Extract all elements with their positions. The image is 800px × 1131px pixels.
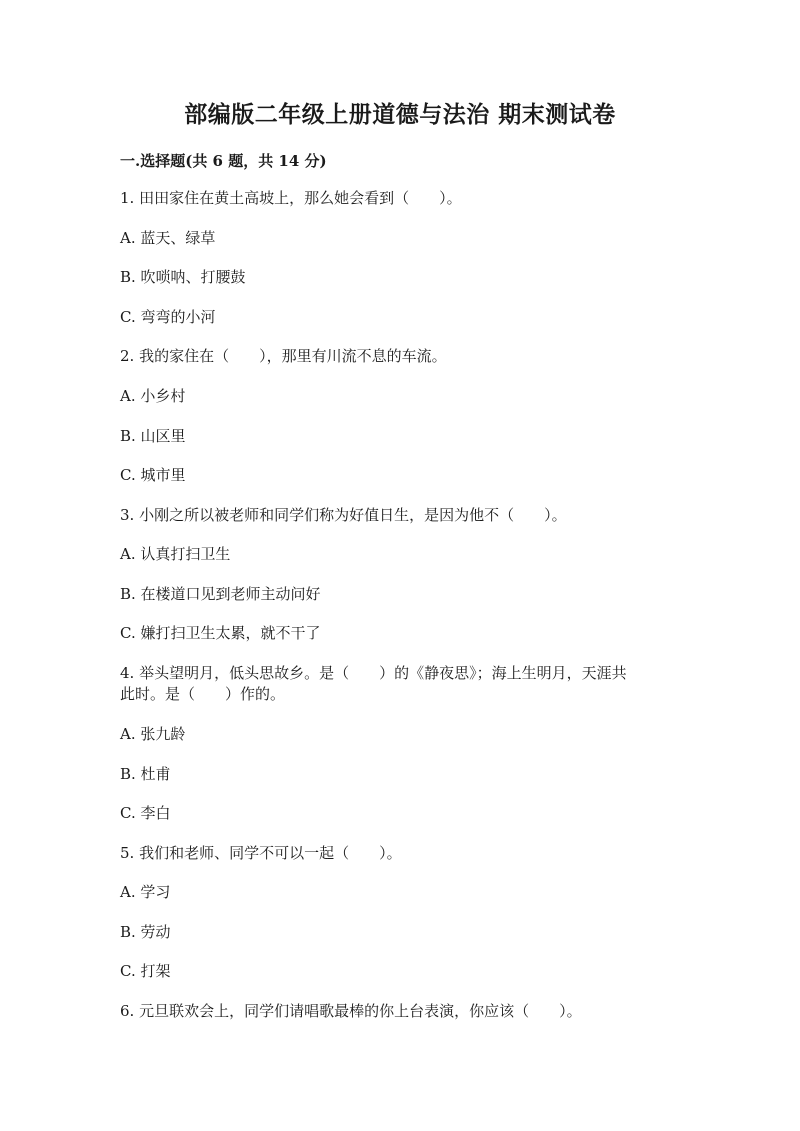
question-1-stem: 1. 田田家住在黄土高坡上，那么她会看到（ ）。	[120, 189, 462, 207]
question-2-stem: 2. 我的家住在（ ），那里有川流不息的车流。	[120, 347, 447, 365]
question-5-option-b: B. 劳动	[120, 923, 171, 941]
question-4-option-c: C. 李白	[120, 804, 171, 822]
question-5-stem: 5. 我们和老师、同学不可以一起（ ）。	[120, 844, 402, 862]
question-3-stem: 3. 小刚之所以被老师和同学们称为好值日生，是因为他不（ ）。	[120, 506, 567, 524]
question-1-option-c: C. 弯弯的小河	[120, 308, 216, 326]
question-2-option-b: B. 山区里	[120, 427, 186, 445]
question-4-option-b: B. 杜甫	[120, 765, 171, 783]
question-3-option-c: C. 嫌打扫卫生太累，就不干了	[120, 624, 321, 642]
question-5-option-a: A. 学习	[120, 883, 171, 901]
question-1-option-b: B. 吹唢呐、打腰鼓	[120, 268, 246, 286]
section-heading: 一.选择题(共 6 题，共 14 分)	[120, 152, 327, 170]
question-5-option-c: C. 打架	[120, 962, 171, 980]
question-4-stem-line-1: 4. 举头望明月，低头思故乡。是（ ）的《静夜思》；海上生明月，天涯共	[120, 664, 627, 682]
question-4-stem-line-2: 此时。是（ ）作的。	[120, 685, 286, 703]
question-2-option-c: C. 城市里	[120, 466, 186, 484]
question-6-stem: 6. 元旦联欢会上，同学们请唱歌最棒的你上台表演，你应该（ ）。	[120, 1002, 582, 1020]
question-3-option-a: A. 认真打扫卫生	[120, 545, 231, 563]
question-4-option-a: A. 张九龄	[120, 725, 186, 743]
question-2-option-a: A. 小乡村	[120, 387, 186, 405]
question-3-option-b: B. 在楼道口见到老师主动问好	[120, 585, 321, 603]
question-1-option-a: A. 蓝天、绿草	[120, 229, 216, 247]
page-title: 部编版二年级上册道德与法治 期末测试卷	[184, 101, 616, 128]
